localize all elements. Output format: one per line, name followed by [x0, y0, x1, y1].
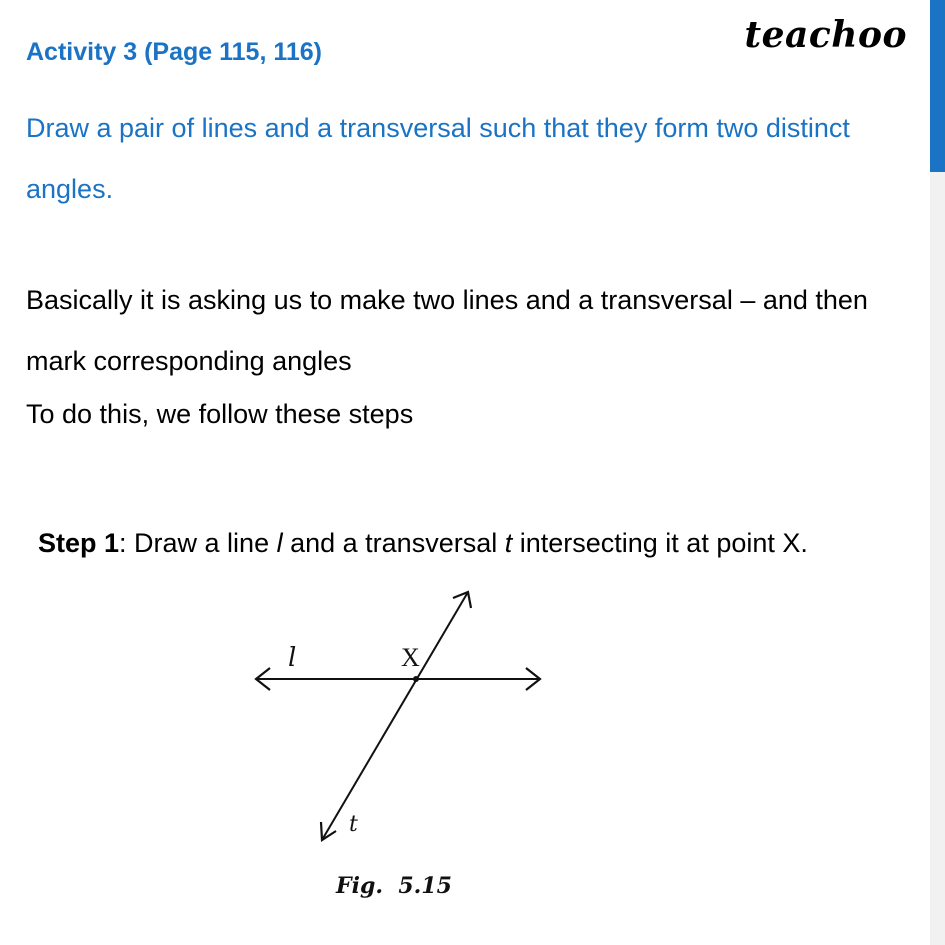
scrollbar-track[interactable]: [930, 0, 945, 945]
point-x-dot: [413, 676, 419, 682]
figure-5-15: [240, 580, 570, 910]
step-1-transversal-var: t: [504, 528, 513, 558]
step-1-line-var: l: [276, 528, 283, 558]
label-l: l: [288, 643, 297, 673]
transversal-t: [322, 592, 468, 840]
steps-intro: To do this, we follow these steps: [26, 399, 414, 429]
scrollbar-thumb[interactable]: [930, 0, 945, 172]
step-1-label: Step 1: [38, 528, 120, 558]
teachoo-logo: teachoo: [744, 14, 907, 56]
step-1-text-b: and a transversal: [282, 528, 505, 558]
step-1-text-c: intersecting it at point X.: [512, 528, 808, 558]
question-text: Draw a pair of lines and a transversal such that they form two distinct angles.: [26, 113, 850, 204]
figure-caption: Fig. 5.15: [336, 873, 452, 899]
activity-title: Activity 3 (Page 115, 116): [26, 38, 323, 66]
transversal-t-top-arrowhead: [453, 592, 471, 608]
step-1: [38, 528, 918, 559]
step-1-text-a: : Draw a line: [119, 528, 277, 558]
explanation-paragraph: Basically it is asking us to make two lines and a transversal – and then mark corresponding angles: [26, 285, 868, 376]
label-x: X: [401, 643, 420, 672]
label-t: t: [349, 812, 358, 837]
